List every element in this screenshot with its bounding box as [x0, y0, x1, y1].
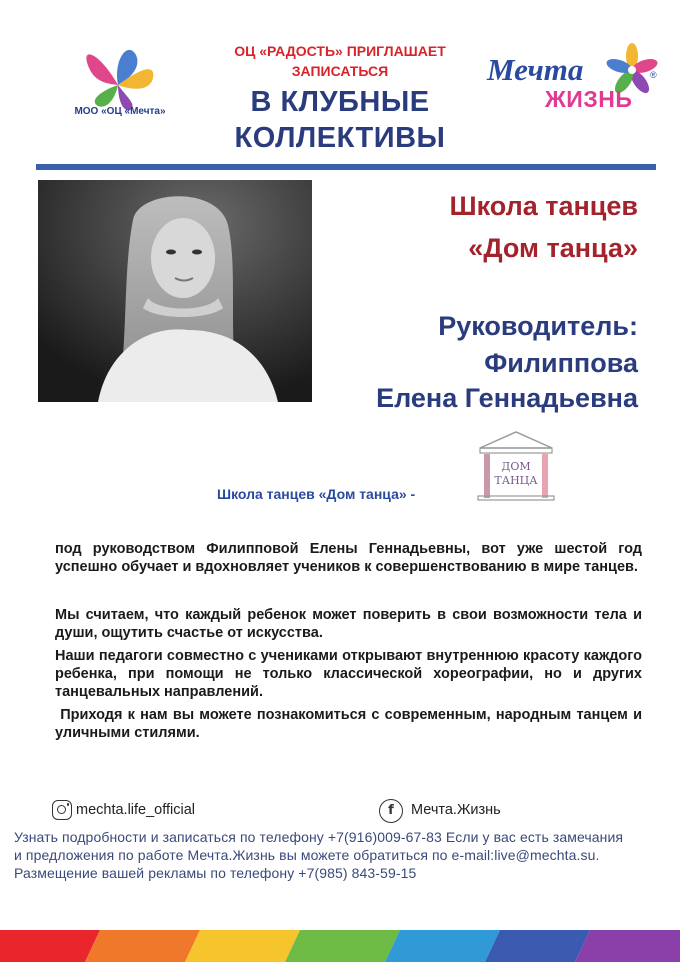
dom-logo-text-2: ТАНЦА [494, 474, 538, 487]
facebook-icon[interactable]: f [379, 799, 403, 823]
header-divider [36, 164, 656, 170]
leader-label: Руководитель: [438, 311, 638, 341]
dom-tantsa-logo [470, 428, 562, 504]
zhizn-logo-word: ЖИЗНЬ [545, 86, 633, 112]
leader-name: Елена Геннадьевна [376, 383, 638, 413]
contact-line-3: Размещение вашей рекламы по телефону +7(985) 843-59-15 [14, 865, 417, 881]
intro-line: Школа танцев «Дом танца» - [217, 486, 416, 502]
rainbow-footer-band [0, 930, 680, 962]
leader-surname: Филиппова [484, 348, 638, 378]
mechta-logo-word: Мечта [487, 52, 584, 87]
body-paragraph-3: Наши педагоги совместно с учениками открывают внутреннюю красоту каждого ребенка, при помощи не только классической хореографии, но и других танцевальных направлений. [55, 648, 642, 700]
dom-logo-text-1: ДОМ [501, 460, 531, 473]
header-invite-line2: ЗАПИСАТЬСЯ [291, 63, 389, 79]
instagram-handle[interactable]: mechta.life_official [76, 802, 196, 818]
body-paragraph-2: Мы считаем, что каждый ребенок может поверить в свои возможности тела и души, ощутить счастье от искусства. [55, 607, 642, 641]
left-logo-caption: МОО «ОЦ «Мечта» [74, 106, 166, 117]
school-title-line2: «Дом танца» [468, 233, 638, 263]
leader-portrait-photo [38, 180, 312, 402]
school-title-line1: Школа танцев [449, 191, 638, 221]
header-title-line1: В КЛУБНЫЕ [250, 86, 430, 118]
contact-line-2: и предложения по работе Мечта.Жизнь вы можете обратиться по e-mail:live@mechta.su. [14, 847, 600, 863]
instagram-icon[interactable] [52, 800, 72, 820]
contact-line-1: Узнать подробности и записаться по телефону +7(916)009-67-83 Если у вас есть замечания [14, 829, 624, 845]
registered-mark: ® [650, 70, 657, 80]
facebook-handle[interactable]: Мечта.Жизнь [411, 802, 501, 818]
body-paragraph-4: Приходя к нам вы можете познакомиться с современным, народным танцем и уличными стилями. [55, 707, 647, 741]
body-paragraph-1: под руководством Филипповой Елены Геннадьевны, вот уже шестой год успешно обучает и вдохновляет учеников к совершенствованию в мире танцев. [55, 541, 642, 575]
header-invite-line1: ОЦ «РАДОСТЬ» ПРИГЛАШАЕТ [234, 43, 446, 59]
header-title-line2: КОЛЛЕКТИВЫ [234, 122, 446, 154]
